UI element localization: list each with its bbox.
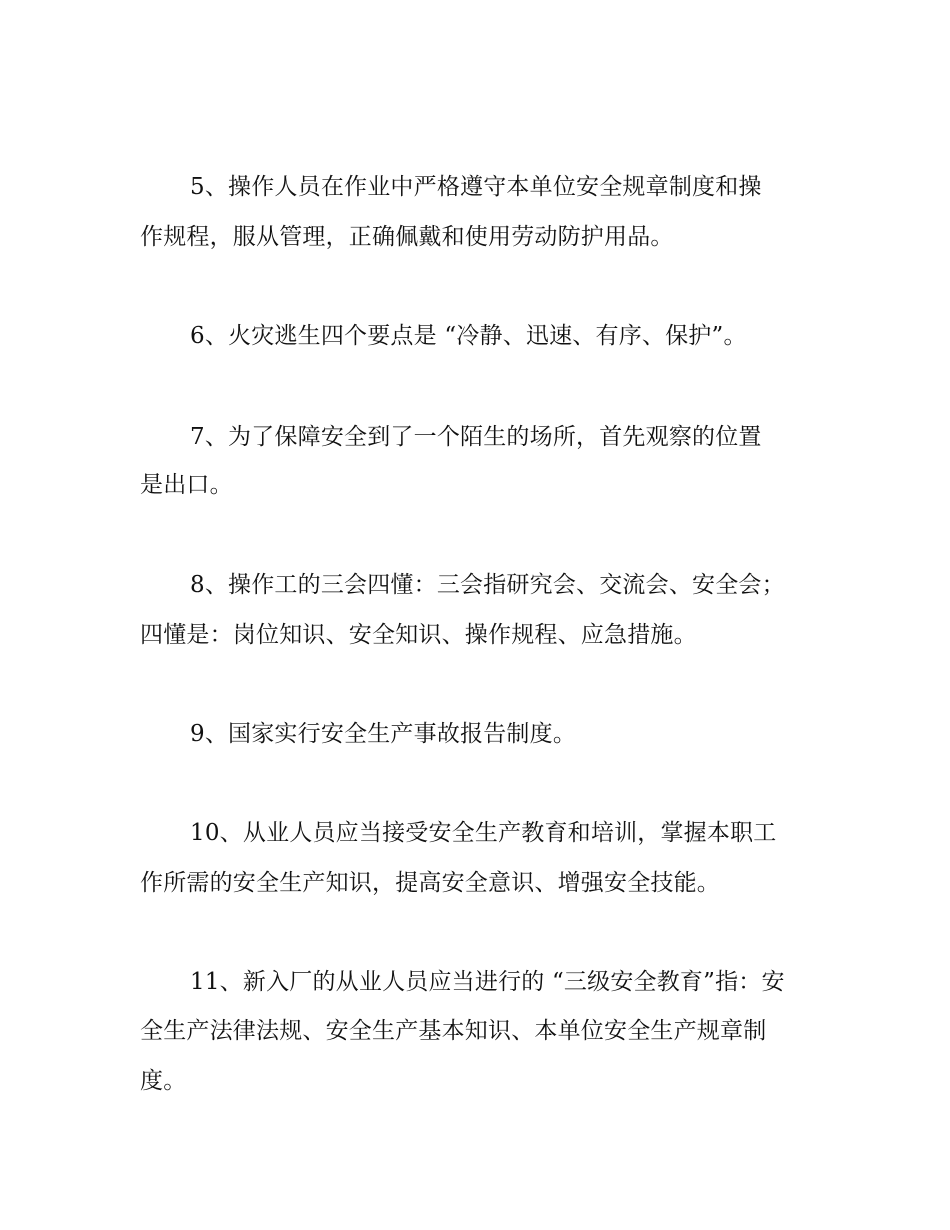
item-10-line-2: 作所需的安全生产知识，提高安全意识、增强安全技能。 (140, 870, 720, 896)
item-5-line-2: 作规程，服从管理，正确佩戴和使用劳动防护用品。 (140, 224, 674, 250)
item-7-line-2: 是出口。 (140, 472, 233, 498)
item-7-line-1: 7、为了保障安全到了一个陌生的场所，首先观察的位置 (190, 424, 762, 450)
item-9-line-1: 9、国家实行安全生产事故报告制度。 (190, 721, 577, 747)
item-5-line-1: 5、操作人员在作业中严格遵守本单位安全规章制度和操 (190, 174, 762, 200)
item-8-line-2: 四懂是：岗位知识、安全知识、操作规程、应急措施。 (140, 622, 697, 648)
item-11-line-1: 11、新入厂的从业人员应当进行的 “三级安全教育”指：安 (190, 969, 785, 995)
item-10-line-1: 10、从业人员应当接受安全生产教育和培训，掌握本职工 (190, 820, 777, 846)
item-8-line-1: 8、操作工的三会四懂：三会指研究会、交流会、安全会； (190, 572, 785, 598)
item-11-line-3: 度。 (140, 1068, 187, 1094)
item-11-line-2: 全生产法律法规、安全生产基本知识、本单位安全生产规章制 (140, 1018, 767, 1044)
item-6-line-1: 6、火灾逃生四个要点是 “冷静、迅速、有序、保护”。 (190, 323, 747, 349)
